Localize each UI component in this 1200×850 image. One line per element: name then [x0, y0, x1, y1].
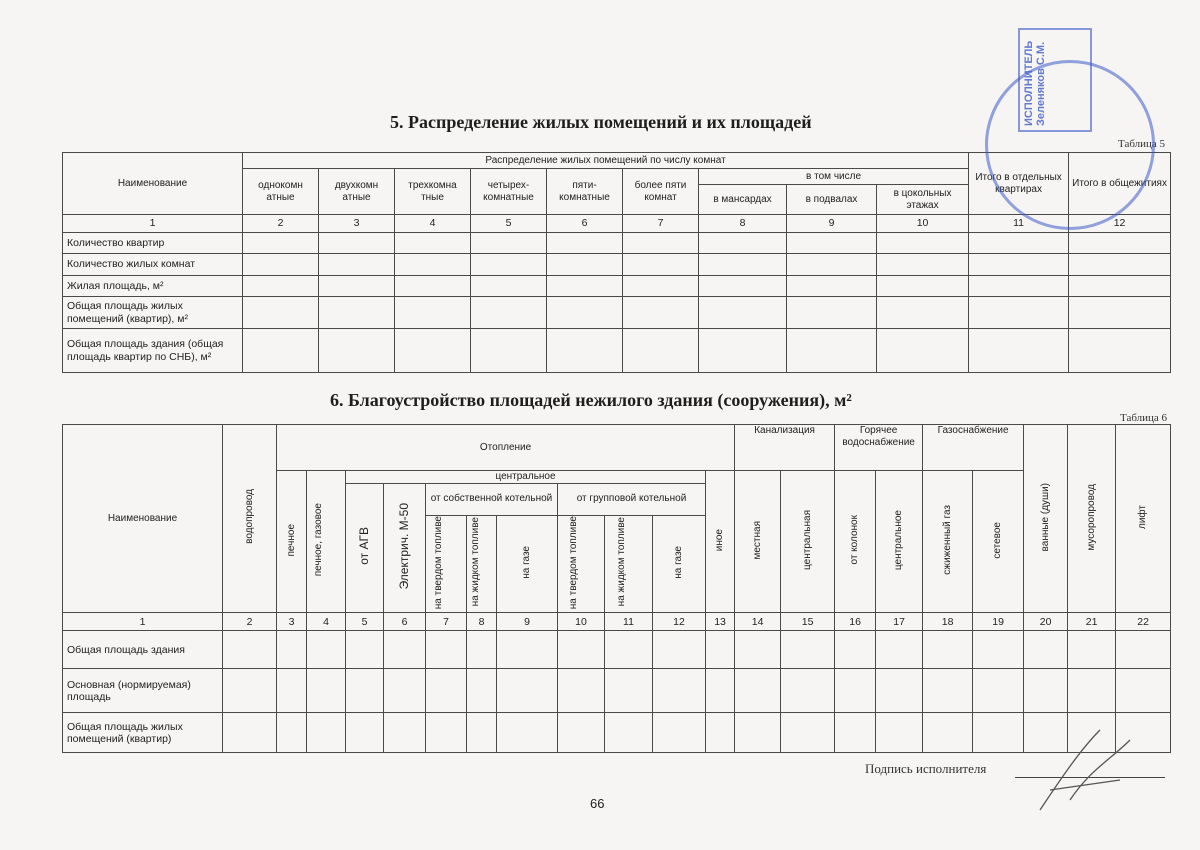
t6-col-number: 21: [1068, 613, 1116, 631]
t6-col-number: 4: [307, 613, 346, 631]
t5-cell[interactable]: [623, 276, 699, 297]
t6-central-header: центральное: [346, 471, 706, 484]
t6-cell[interactable]: [605, 669, 653, 713]
t5-col-number: 11: [969, 215, 1069, 233]
t6-group-boiler: от групповой котельной: [558, 483, 706, 515]
t6-cell[interactable]: [1116, 669, 1171, 713]
t6-row-label: Основная (нормируемая) площадь: [63, 669, 223, 713]
t5-cell[interactable]: [243, 329, 319, 373]
t5-col-plinth: в цокольных этажах: [877, 185, 969, 215]
t6-own-solid: на твердом топливе: [433, 515, 444, 609]
t6-cell[interactable]: [384, 713, 426, 753]
table6-number: Таблица 6: [1120, 412, 1168, 424]
t6-col-number: 13: [706, 613, 735, 631]
t5-cell[interactable]: [395, 254, 471, 276]
t6-col-number: 1: [63, 613, 223, 631]
t5-col-number: 9: [787, 215, 877, 233]
executor-stamp-text: ИСПОЛНИТЕЛЬ Зеленяков С.М.: [1023, 40, 1047, 126]
t6-cell[interactable]: [384, 631, 426, 669]
t6-sewer-header: Канализация: [735, 425, 835, 471]
t6-cell[interactable]: [277, 713, 307, 753]
t6-cell[interactable]: [223, 669, 277, 713]
t6-cell[interactable]: [605, 713, 653, 753]
t5-cell[interactable]: [699, 297, 787, 329]
t6-cell[interactable]: [346, 713, 384, 753]
t6-col-number: 12: [653, 613, 706, 631]
t5-group-header: Распределение жилых помещений по числу комнат: [243, 153, 969, 169]
t6-own-liquid: на жидком топливе: [469, 517, 481, 607]
t5-cell[interactable]: [1069, 276, 1171, 297]
t5-cell[interactable]: [471, 233, 547, 254]
t5-col-basements: в подвалах: [787, 185, 877, 215]
t5-col-number: 3: [319, 215, 395, 233]
t6-cell[interactable]: [876, 713, 923, 753]
t6-cell[interactable]: [835, 713, 876, 753]
t5-row-label: Количество квартир: [63, 233, 243, 254]
t5-cell[interactable]: [471, 276, 547, 297]
t6-row-label: Общая площадь здания: [63, 631, 223, 669]
executor-stamp: [1018, 28, 1092, 132]
t6-gas-header: Газоснабжение: [923, 425, 1024, 471]
t5-row-label: Общая площадь жилых помещений (квартир), м²: [63, 297, 243, 329]
t6-cell[interactable]: [384, 669, 426, 713]
t5-cell[interactable]: [547, 329, 623, 373]
t5-row-label: Жилая площадь, м²: [63, 276, 243, 297]
t6-col-number: 20: [1024, 613, 1068, 631]
t6-cell[interactable]: [653, 713, 706, 753]
t5-cell[interactable]: [243, 276, 319, 297]
t5-col-number: 10: [877, 215, 969, 233]
t6-name-header: Наименование: [63, 425, 223, 613]
t5-cell[interactable]: [395, 329, 471, 373]
t5-row: [63, 276, 1171, 297]
t5-cell[interactable]: [547, 297, 623, 329]
t6-cell[interactable]: [653, 669, 706, 713]
t6-cell[interactable]: [307, 669, 346, 713]
t5-cell[interactable]: [877, 276, 969, 297]
page-number: 66: [590, 796, 605, 811]
t6-col-number: 15: [781, 613, 835, 631]
t5-cell[interactable]: [969, 276, 1069, 297]
t6-cell[interactable]: [497, 669, 558, 713]
t5-cell[interactable]: [787, 297, 877, 329]
t6-cell[interactable]: [277, 669, 307, 713]
t5-cell[interactable]: [787, 276, 877, 297]
t5-cell[interactable]: [395, 233, 471, 254]
t5-cell[interactable]: [471, 254, 547, 276]
t5-incl-header: в том числе: [699, 169, 969, 185]
t6-cell[interactable]: [467, 631, 497, 669]
t6-cell[interactable]: [735, 631, 781, 669]
t6-col-number: 14: [735, 613, 781, 631]
t6-hotwater-header: Горячее водоснабжение: [835, 425, 923, 471]
t6-cell[interactable]: [467, 713, 497, 753]
t5-total-apartments: Итого в отдельных квартирах: [969, 153, 1069, 215]
t6-col-number: 9: [497, 613, 558, 631]
t6-cell[interactable]: [223, 713, 277, 753]
t5-cell[interactable]: [243, 233, 319, 254]
t6-group-liquid: на жидком топливе: [615, 517, 627, 607]
t6-cell[interactable]: [1024, 631, 1068, 669]
t6-row-label: Общая площадь жилых помещений (квартир): [63, 713, 223, 753]
t5-col-4room: четырех- комнатные: [471, 169, 547, 215]
t5-col-number: 5: [471, 215, 547, 233]
t6-cell[interactable]: [706, 713, 735, 753]
t6-cell[interactable]: [781, 669, 835, 713]
t5-cell[interactable]: [319, 254, 395, 276]
t6-col-water: водопровод: [243, 489, 255, 545]
t5-row: [63, 297, 1171, 329]
t5-cell[interactable]: [623, 297, 699, 329]
t6-cell[interactable]: [973, 631, 1024, 669]
t5-row: [63, 254, 1171, 276]
t6-cell[interactable]: [277, 631, 307, 669]
t6-cell[interactable]: [558, 713, 605, 753]
t6-col-baths: ванные (души): [1039, 482, 1051, 552]
t5-col-number: 2: [243, 215, 319, 233]
t5-col-number: 12: [1069, 215, 1171, 233]
t5-cell[interactable]: [319, 276, 395, 297]
t6-col-number: 16: [835, 613, 876, 631]
t6-cell[interactable]: [346, 631, 384, 669]
t6-col-stove: печное: [285, 523, 297, 557]
t5-cell[interactable]: [1069, 233, 1171, 254]
t5-cell[interactable]: [787, 254, 877, 276]
t5-cell[interactable]: [699, 276, 787, 297]
t5-cell[interactable]: [623, 254, 699, 276]
t5-col-3room: трехкомна тные: [395, 169, 471, 215]
t6-cell[interactable]: [558, 631, 605, 669]
t6-cell[interactable]: [923, 631, 973, 669]
t5-col-1room: однокомн атные: [243, 169, 319, 215]
t5-col-number: 6: [547, 215, 623, 233]
t6-cell[interactable]: [735, 713, 781, 753]
t5-cell[interactable]: [319, 233, 395, 254]
t6-col-stove-gas: печное, газовое: [313, 503, 324, 577]
table5-number: Таблица 5: [1118, 138, 1166, 150]
t5-cell[interactable]: [1069, 254, 1171, 276]
t6-column-numbers: [63, 613, 1171, 631]
t6-heating-header: Отопление: [277, 425, 735, 471]
t6-cell[interactable]: [426, 669, 467, 713]
t5-cell[interactable]: [699, 233, 787, 254]
t6-col-number: 5: [346, 613, 384, 631]
t6-col-number: 2: [223, 613, 277, 631]
t6-cell[interactable]: [923, 669, 973, 713]
t6-col-hw-central: центральное: [893, 509, 905, 570]
t6-cell[interactable]: [973, 669, 1024, 713]
t6-cell[interactable]: [781, 713, 835, 753]
t6-col-number: 17: [876, 613, 923, 631]
t6-cell[interactable]: [426, 713, 467, 753]
t5-cell[interactable]: [699, 329, 787, 373]
table-6: [62, 424, 1171, 753]
t5-cell[interactable]: [787, 233, 877, 254]
t6-row: [63, 631, 1171, 669]
t6-cell[interactable]: [467, 669, 497, 713]
t6-cell[interactable]: [835, 631, 876, 669]
t6-col-number: 7: [426, 613, 467, 631]
t5-cell[interactable]: [969, 297, 1069, 329]
signature-label: Подпись исполнителя: [865, 761, 987, 776]
t6-cell[interactable]: [1116, 631, 1171, 669]
t6-cell[interactable]: [497, 631, 558, 669]
t6-col-number: 6: [384, 613, 426, 631]
t5-cell[interactable]: [623, 233, 699, 254]
t6-group-solid: на твердом топливе: [568, 515, 579, 609]
t6-cell[interactable]: [558, 669, 605, 713]
t6-cell[interactable]: [923, 713, 973, 753]
t5-row-label: Количество жилых комнат: [63, 254, 243, 276]
t5-col-more5: более пяти комнат: [623, 169, 699, 215]
t5-cell[interactable]: [1069, 329, 1171, 373]
t5-cell[interactable]: [877, 329, 969, 373]
t6-row: [63, 713, 1171, 753]
t6-cell[interactable]: [1024, 669, 1068, 713]
t6-col-garbage: мусоропровод: [1085, 483, 1097, 551]
t5-cell[interactable]: [319, 329, 395, 373]
t5-col-5room: пяти- комнатные: [547, 169, 623, 215]
t5-col-number: 8: [699, 215, 787, 233]
t5-row-label: Общая площадь здания (общая площадь квартир по СНБ), м²: [63, 329, 243, 373]
t5-cell[interactable]: [877, 254, 969, 276]
t6-col-hw-columns: от колонок: [849, 515, 861, 565]
t5-cell[interactable]: [243, 254, 319, 276]
t6-col-other: иное: [714, 528, 726, 551]
t6-cell[interactable]: [835, 669, 876, 713]
t5-cell[interactable]: [969, 254, 1069, 276]
t6-col-number: 11: [605, 613, 653, 631]
t5-cell[interactable]: [969, 233, 1069, 254]
t6-col-number: 22: [1116, 613, 1171, 631]
t5-cell[interactable]: [1069, 297, 1171, 329]
t5-cell[interactable]: [787, 329, 877, 373]
t6-cell[interactable]: [426, 631, 467, 669]
t6-cell[interactable]: [781, 631, 835, 669]
t6-col-agv: от АГВ: [356, 527, 371, 565]
t6-cell[interactable]: [307, 713, 346, 753]
t6-cell[interactable]: [223, 631, 277, 669]
t5-cell[interactable]: [471, 329, 547, 373]
t6-cell[interactable]: [1068, 669, 1116, 713]
t5-row: [63, 329, 1171, 373]
t6-col-sewer-central: центральная: [801, 509, 813, 570]
t6-cell[interactable]: [605, 631, 653, 669]
t6-own-boiler: от собственной котельной: [426, 483, 558, 515]
t6-col-lift: лифт: [1137, 504, 1149, 529]
t6-cell[interactable]: [876, 631, 923, 669]
table5-title: 5. Распределение жилых помещений и их площадей: [390, 112, 812, 132]
t5-row: [63, 233, 1171, 254]
t5-col-number: 1: [63, 215, 243, 233]
t6-col-gas-network: сетевое: [992, 521, 1004, 559]
t6-own-gas: на газе: [521, 545, 533, 579]
t6-cell[interactable]: [973, 713, 1024, 753]
t5-cell[interactable]: [547, 254, 623, 276]
t6-col-sewer-local: местная: [751, 520, 763, 560]
t6-cell[interactable]: [876, 669, 923, 713]
t5-column-numbers: [63, 215, 1171, 233]
t6-col-gas-liquefied: сжиженный газ: [941, 505, 953, 575]
t6-cell[interactable]: [706, 631, 735, 669]
t6-cell[interactable]: [706, 669, 735, 713]
t5-cell[interactable]: [699, 254, 787, 276]
t6-group-gas: на газе: [673, 545, 685, 579]
t6-cell[interactable]: [346, 669, 384, 713]
t5-cell[interactable]: [969, 329, 1069, 373]
t6-col-number: 3: [277, 613, 307, 631]
t6-col-number: 8: [467, 613, 497, 631]
t5-cell[interactable]: [395, 276, 471, 297]
t6-cell[interactable]: [653, 631, 706, 669]
t5-total-dorms: Итого в общежитиях: [1069, 153, 1171, 215]
t5-name-header: Наименование: [63, 153, 243, 215]
t6-row: [63, 669, 1171, 713]
table6-title: 6. Благоустройство площадей нежилого здания (сооружения), м²: [330, 390, 852, 410]
t5-col-2room: двухкомн атные: [319, 169, 395, 215]
t6-cell[interactable]: [735, 669, 781, 713]
t6-col-number: 18: [923, 613, 973, 631]
t5-cell[interactable]: [877, 297, 969, 329]
t5-col-number: 7: [623, 215, 699, 233]
t6-cell[interactable]: [307, 631, 346, 669]
t5-cell[interactable]: [395, 297, 471, 329]
t5-cell[interactable]: [471, 297, 547, 329]
signature-icon: [1030, 720, 1150, 820]
t6-col-electric: Электрич. М-50: [396, 502, 411, 590]
t5-cell[interactable]: [877, 233, 969, 254]
t6-cell[interactable]: [497, 713, 558, 753]
t5-col-number: 4: [395, 215, 471, 233]
t5-cell[interactable]: [623, 329, 699, 373]
t5-cell[interactable]: [319, 297, 395, 329]
t5-cell[interactable]: [547, 276, 623, 297]
t6-col-number: 10: [558, 613, 605, 631]
t5-cell[interactable]: [243, 297, 319, 329]
t5-col-attics: в мансардах: [699, 185, 787, 215]
t5-cell[interactable]: [547, 233, 623, 254]
t6-col-number: 19: [973, 613, 1024, 631]
t6-cell[interactable]: [1068, 631, 1116, 669]
